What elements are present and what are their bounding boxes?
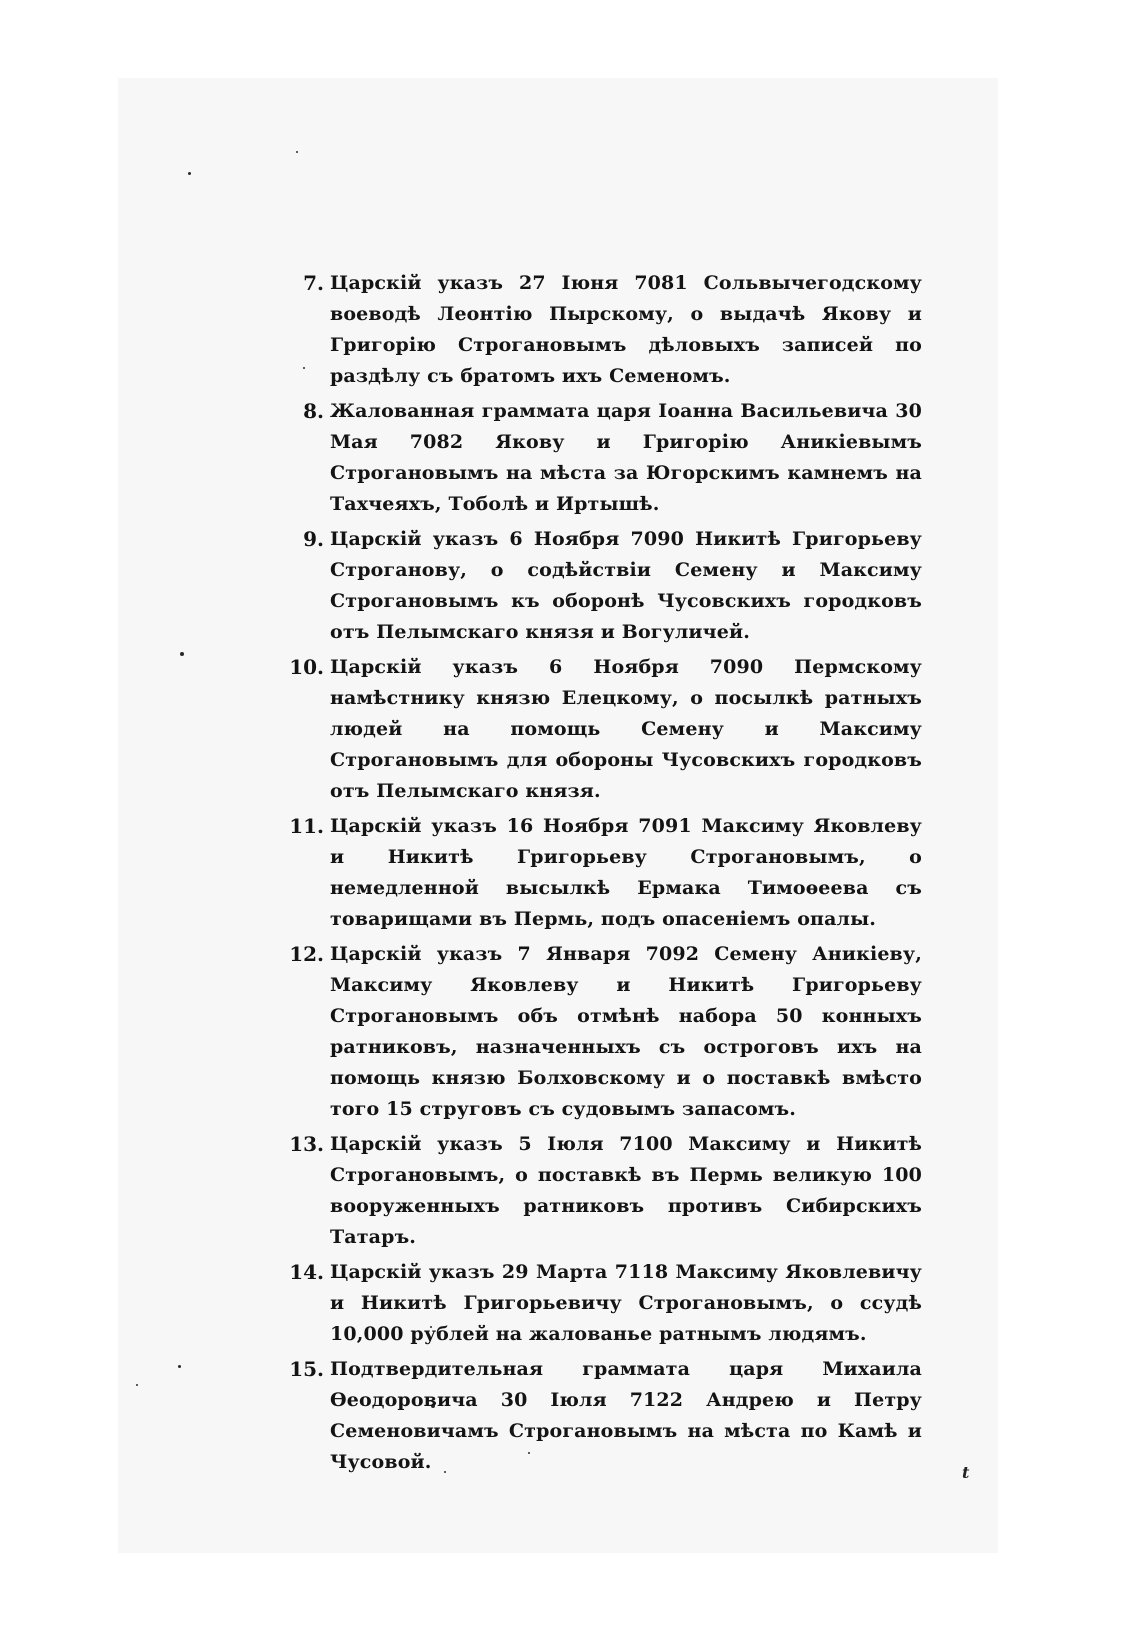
entry-number: 9.	[303, 527, 324, 551]
corner-mark: t	[962, 1463, 970, 1482]
entry-number: 12.	[289, 942, 324, 966]
list-item	[282, 939, 922, 1125]
list-item	[282, 1354, 922, 1478]
entry-number: 7.	[303, 271, 324, 295]
scan-speck	[178, 1365, 181, 1368]
entry-number: 11.	[289, 814, 324, 838]
scan-speck	[188, 172, 191, 175]
list-item	[282, 1129, 922, 1253]
entry-number: 15.	[289, 1357, 324, 1381]
scan-speck	[180, 652, 184, 656]
entry-number: 14.	[289, 1260, 324, 1284]
entry-text: Царскій указъ 27 Іюня 7081 Сольвычегодскому воеводѣ Леонтію Пырскому, о выдачѣ Якову и Григорію Строгановымъ дѣловыхъ записей по раздѣлу съ братомъ ихъ Семеномъ.	[330, 272, 922, 387]
entry-text: Царскій указъ 7 Января 7092 Семену Аникіеву, Максиму Яковлеву и Никитѣ Григорьеву Строгановымъ объ отмѣнѣ набора 50 конныхъ ратниковъ, назначенныхъ съ остроговъ ихъ на помощь князю Болховскому и о поставкѣ вмѣсто того 15 струговъ съ судовымъ запасомъ.	[330, 943, 922, 1120]
list-item	[282, 524, 922, 648]
list-item	[282, 652, 922, 807]
entry-number: 13.	[289, 1132, 324, 1156]
entry-text: Подтвердительная граммата царя Михаила Ѳеодоровича 30 Іюля 7122 Андрею и Петру Семеновичамъ Строгановымъ на мѣста по Камѣ и Чусовой.	[330, 1358, 922, 1473]
entry-number: 10.	[289, 655, 324, 679]
entry-text: Царскій указъ 6 Ноября 7090 Никитѣ Григорьеву Строганову, о содѣйствіи Семену и Максиму Строгановымъ къ оборонѣ Чусовскихъ городковъ отъ Пелымскаго князя и Вогуличей.	[330, 528, 922, 643]
entry-text: Жалованная граммата царя Іоанна Васильевича 30 Мая 7082 Якову и Григорію Аникіевымъ Строгановымъ на мѣста за Югорскимъ камнемъ на Тахчеяхъ, Тоболѣ и Иртышѣ.	[330, 400, 922, 515]
list-item	[282, 396, 922, 520]
entry-text: Царскій указъ 29 Марта 7118 Максиму Яковлевичу и Никитѣ Григорьевичу Строгановымъ, о ссудѣ 10,000 рублей на жалованье ратнымъ людямъ.	[330, 1261, 922, 1345]
document-list	[282, 268, 922, 1482]
list-item	[282, 1257, 922, 1350]
scan-speck	[136, 1384, 138, 1386]
list-item	[282, 811, 922, 935]
entry-text: Царскій указъ 6 Ноября 7090 Пермскому намѣстнику князю Елецкому, о посылкѣ ратныхъ людей на помощь Семену и Максиму Строгановымъ для обороны Чусовскихъ городковъ отъ Пелымскаго князя.	[330, 656, 922, 802]
list-item	[282, 268, 922, 392]
scan-speck	[296, 151, 298, 153]
entry-text: Царскій указъ 16 Ноября 7091 Максиму Яковлеву и Никитѣ Григорьеву Строгановымъ, о немедленной высылкѣ Ермака Тимоѳеева съ товарищами въ Пермь, подъ опасеніемъ опалы.	[330, 815, 922, 930]
entry-text: Царскій указъ 5 Іюля 7100 Максиму и Никитѣ Строгановымъ, о поставкѣ въ Пермь великую 100 вооруженныхъ ратниковъ противъ Сибирскихъ Татаръ.	[330, 1133, 922, 1248]
entry-number: 8.	[303, 399, 324, 423]
